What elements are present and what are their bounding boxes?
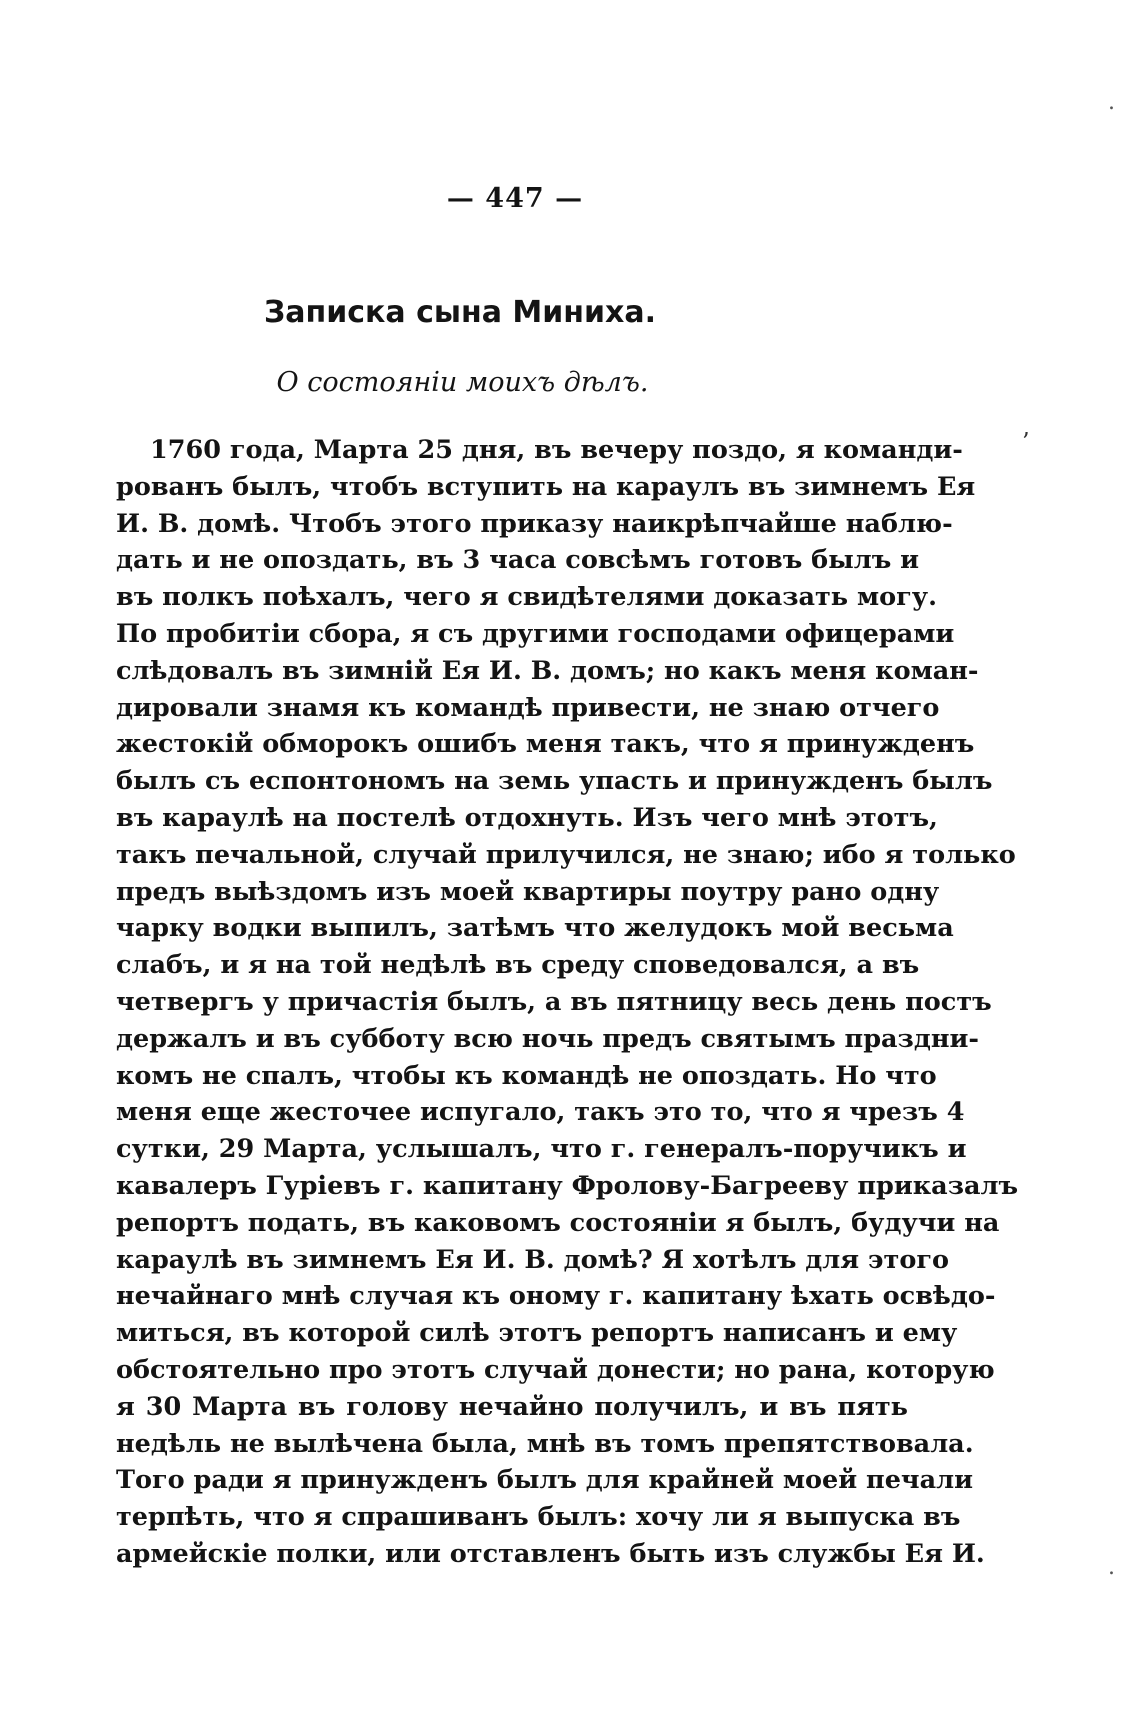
text-line: жестокій обморокъ ошибъ меня такъ, что я принужденъ <box>116 729 975 760</box>
text-line: въ полкъ поѣхалъ, чего я свидѣтелями доказать могу. <box>116 582 937 613</box>
text-line: такъ печальной, случай прилучился, не знаю; ибо я только <box>116 839 1016 870</box>
edge-mark: . <box>1108 90 1115 115</box>
text-line: Того ради я принужденъ былъ для крайней моей печали <box>116 1465 974 1496</box>
text-line: меня еще жесточее испугало, такъ это то, что я чрезъ 4 <box>116 1097 965 1128</box>
page-title: Записка сына Миниха. <box>263 295 657 330</box>
text-line: недѣль не вылѣчена была, мнѣ въ томъ препятствовала. <box>116 1428 974 1459</box>
text-line: дировали знамя къ командѣ привести, не знаю отчего <box>116 692 940 723</box>
margin-mark: ’ <box>1022 428 1030 456</box>
page-number: — 447 — <box>446 183 584 214</box>
text-line: комъ не спалъ, чтобы къ командѣ не опоздать. Но что <box>116 1060 937 1091</box>
text-line: обстоятельно про этотъ случай донести; но рана, которую <box>116 1354 995 1385</box>
text-line: караулѣ въ зимнемъ Ея И. В. домѣ? Я хотѣлъ для этого <box>116 1244 949 1275</box>
text-line: я 30 Марта въ голову нечайно получилъ, и въ пять <box>116 1391 908 1422</box>
text-line: предъ выѣздомъ изъ моей квартиры поутру рано одну <box>116 876 940 907</box>
text-line: рованъ былъ, чтобъ вступить на караулъ въ зимнемъ Ея <box>116 471 976 502</box>
page-subtitle: О состояніи моихъ дѣлъ. <box>276 367 649 398</box>
text-line: терпѣть, что я спрашиванъ былъ: хочу ли я выпуска въ <box>116 1502 961 1533</box>
text-line: держалъ и въ субботу всю ночь предъ святымъ праздни- <box>116 1023 979 1054</box>
text-line: нечайнаго мнѣ случая къ оному г. капитану ѣхать освѣдо- <box>116 1281 996 1312</box>
text-line: слабъ, и я на той недѣлѣ въ среду споведовался, а въ <box>116 950 920 981</box>
text-line: сутки, 29 Марта, услышалъ, что г. генералъ-поручикъ и <box>116 1134 967 1165</box>
text-line: слѣдовалъ въ зимній Ея И. В. домъ; но какъ меня коман- <box>116 655 979 686</box>
text-line: По пробитіи сбора, я съ другими господами офицерами <box>116 618 955 649</box>
text-line: чарку водки выпилъ, затѣмъ что желудокъ мой весьма <box>116 913 954 944</box>
text-line: армейскіе полки, или отставленъ быть изъ службы Ея И. <box>116 1538 985 1569</box>
text-line: 1760 года, Марта 25 дня, въ вечеру поздо, я команди- <box>150 435 963 465</box>
text-line: кавалеръ Гуріевъ г. капитану Фролову-Багрееву приказалъ <box>116 1170 1019 1201</box>
text-line: И. В. домѣ. Чтобъ этого приказу наикрѣпчайше наблю- <box>116 508 953 539</box>
text-line: миться, въ которой силѣ этотъ репортъ написанъ и ему <box>116 1318 958 1349</box>
text-line: четвергъ у причастія былъ, а въ пятницу весь день постъ <box>116 986 992 1017</box>
edge-mark: . <box>1108 1555 1115 1580</box>
text-line: репортъ подать, въ каковомъ состояніи я былъ, будучи на <box>116 1207 1000 1238</box>
text-line: въ караулѣ на постелѣ отдохнуть. Изъ чего мнѣ этотъ, <box>116 802 938 833</box>
body-text <box>116 432 1019 1573</box>
text-line: дать и не опоздать, въ 3 часа совсѣмъ готовъ былъ и <box>116 545 920 576</box>
text-line: былъ съ еспонтономъ на земь упасть и принужденъ былъ <box>116 766 993 797</box>
